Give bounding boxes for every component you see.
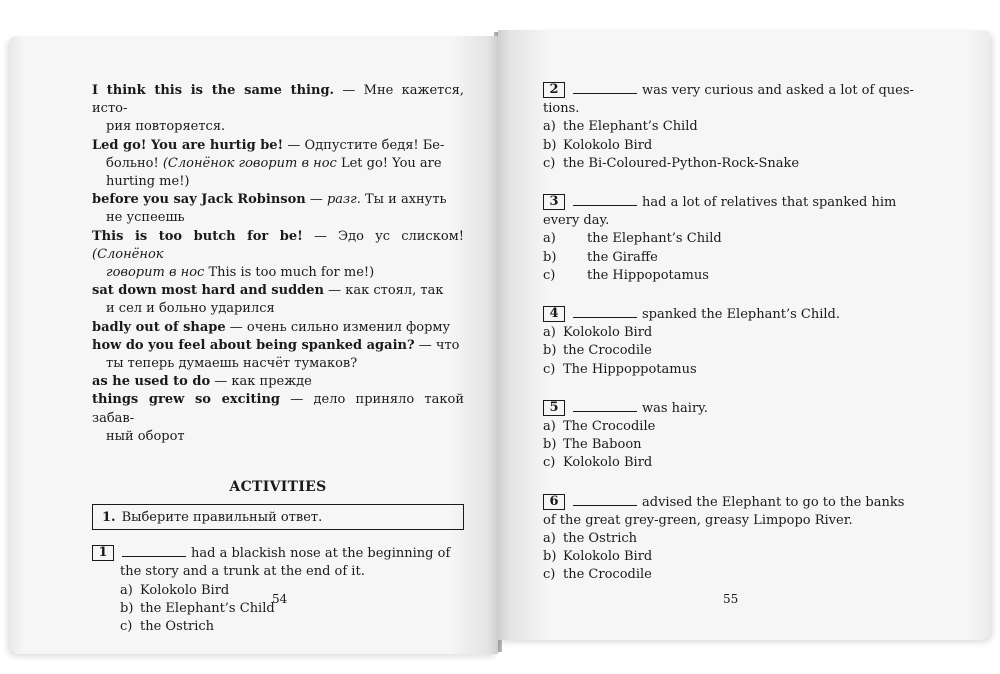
question-number-box: 2 bbox=[543, 82, 565, 98]
glossary-note: говорит в нос bbox=[106, 265, 205, 281]
glossary-entry bbox=[92, 191, 464, 227]
glossary-meaning-continued: ный оборот bbox=[106, 428, 185, 444]
answer-option bbox=[120, 582, 464, 600]
glossary-term: Led go! You are hurtig be! bbox=[92, 137, 284, 153]
option-letter: b) bbox=[120, 600, 134, 616]
question-number-box: 3 bbox=[543, 194, 565, 210]
right-page bbox=[498, 30, 990, 640]
answer-blank bbox=[573, 493, 637, 506]
option-text: Kolokolo Bird bbox=[563, 137, 653, 153]
option-text: the Giraffe bbox=[587, 249, 658, 265]
option-text: The Baboon bbox=[563, 437, 642, 453]
glossary-meaning-continued: рия повторяется. bbox=[106, 119, 226, 135]
exercise-instruction-box bbox=[92, 504, 464, 530]
question-text: had a lot of relatives that spanked him bbox=[642, 195, 897, 211]
glossary-meaning: — очень сильно изменил форму bbox=[225, 319, 451, 335]
glossary-entry bbox=[92, 319, 464, 337]
question-text-continued: every day. bbox=[543, 213, 610, 229]
option-text: the Crocodile bbox=[563, 343, 652, 359]
option-text: the Elephant’s Child bbox=[140, 600, 275, 616]
glossary-meaning-continued: hurting me!) bbox=[106, 174, 190, 190]
option-text: the Ostrich bbox=[140, 619, 215, 635]
answer-option bbox=[543, 324, 917, 342]
glossary-entry bbox=[92, 228, 464, 283]
glossary-meaning: Ты и ахнуть bbox=[360, 192, 447, 208]
answer-option bbox=[543, 267, 917, 285]
question-text: spanked the Elephant’s Child. bbox=[642, 307, 840, 323]
question-4 bbox=[543, 305, 917, 379]
option-text: The Crocodile bbox=[563, 419, 656, 435]
option-letter: c) bbox=[120, 619, 133, 635]
question-text-continued: the story and a trunk at the end of it. bbox=[120, 564, 365, 580]
answer-option bbox=[543, 155, 917, 173]
option-letter: c) bbox=[543, 155, 556, 171]
question-stem bbox=[543, 493, 917, 530]
question-stem bbox=[543, 193, 917, 230]
glossary-entry bbox=[92, 373, 464, 391]
question-3 bbox=[543, 193, 917, 285]
glossary-entry bbox=[92, 337, 464, 373]
question-number-box: 4 bbox=[543, 306, 565, 322]
option-text: The Hippoppotamus bbox=[563, 361, 697, 377]
page-number: 55 bbox=[723, 592, 739, 606]
option-text: the Elephant’s Child bbox=[587, 231, 722, 247]
glossary-meaning: — Эдо ус слиском! bbox=[302, 228, 464, 244]
question-text-continued: of the great grey-green, greasy Limpopo River. bbox=[543, 512, 853, 528]
question-text: advised the Elephant to go to the banks bbox=[642, 494, 905, 510]
glossary-term: I think this is the same thing. bbox=[92, 83, 335, 98]
question-5 bbox=[543, 399, 917, 473]
left-page bbox=[10, 36, 498, 654]
option-letter: b) bbox=[543, 549, 557, 565]
glossary-entry bbox=[92, 137, 464, 192]
glossary-term: as he used to do bbox=[92, 374, 211, 390]
glossary-dash: — bbox=[305, 192, 327, 208]
glossary-meaning: — что bbox=[414, 337, 460, 353]
exercise-number: 1. bbox=[102, 510, 116, 526]
option-text: Kolokolo Bird bbox=[563, 455, 653, 471]
option-letter: a) bbox=[543, 531, 556, 547]
question-6 bbox=[543, 493, 917, 585]
question-stem bbox=[543, 305, 917, 324]
glossary-meaning-continued: ты теперь думаешь насчёт тумаков? bbox=[106, 356, 358, 372]
glossary-term: This is too butch for be! bbox=[92, 228, 303, 244]
glossary-meaning: — дело приняло такой забав- bbox=[92, 392, 464, 426]
glossary-meaning: — Мне кажется, исто- bbox=[92, 83, 464, 117]
option-letter: b) bbox=[543, 437, 557, 453]
option-text: Kolokolo Bird bbox=[563, 549, 653, 565]
question-number-box: 5 bbox=[543, 400, 565, 416]
option-letter: c) bbox=[543, 267, 556, 283]
option-letter: a) bbox=[120, 582, 133, 598]
page-number: 54 bbox=[272, 592, 288, 606]
question-1 bbox=[92, 544, 464, 636]
question-text: was very curious and asked a lot of ques- bbox=[642, 83, 914, 98]
answer-option bbox=[543, 548, 917, 566]
question-text: had a blackish nose at the beginning of bbox=[191, 546, 451, 562]
option-letter: b) bbox=[543, 343, 557, 359]
glossary-meaning-continued bbox=[92, 155, 464, 173]
option-letter: c) bbox=[543, 361, 556, 377]
option-text: the Bi-Coloured-Python-Rock-Snake bbox=[563, 155, 800, 171]
glossary-meaning-continued bbox=[92, 264, 464, 282]
option-letter: c) bbox=[543, 567, 556, 583]
glossary-entry bbox=[92, 82, 464, 137]
answer-option bbox=[543, 342, 917, 360]
option-text: the Crocodile bbox=[563, 567, 652, 583]
glossary-entry bbox=[92, 391, 464, 446]
answer-option bbox=[543, 566, 917, 584]
glossary-meaning-text: больно! bbox=[106, 155, 163, 171]
glossary-meaning-continued: не успеешь bbox=[106, 210, 185, 226]
answer-option bbox=[543, 118, 917, 136]
option-letter: a) bbox=[543, 325, 556, 341]
option-text: the Elephant’s Child bbox=[563, 119, 698, 135]
answer-option bbox=[120, 618, 464, 636]
question-stem bbox=[543, 399, 917, 418]
option-text: the Ostrich bbox=[563, 531, 638, 547]
question-2 bbox=[543, 81, 917, 173]
answer-option bbox=[543, 361, 917, 379]
glossary-meaning-text: This is too much for me!) bbox=[204, 265, 375, 281]
glossary-entry bbox=[92, 282, 464, 318]
glossary-note: (Слонёнок говорит в нос bbox=[162, 155, 337, 171]
question-stem bbox=[92, 544, 464, 581]
option-letter: b) bbox=[543, 249, 557, 265]
answer-blank bbox=[573, 305, 637, 318]
glossary-term: sat down most hard and sudden bbox=[92, 283, 324, 299]
glossary-meaning-text: Let go! You are bbox=[336, 155, 442, 171]
left-page-content bbox=[92, 82, 464, 654]
question-stem bbox=[543, 81, 917, 118]
glossary-note: (Слонёнок bbox=[92, 246, 164, 262]
glossary-meaning-continued: и сел и больно ударился bbox=[106, 301, 275, 317]
option-letter: a) bbox=[543, 419, 556, 435]
answer-option bbox=[543, 230, 917, 248]
glossary-term: how do you feel about being spanked again? bbox=[92, 337, 415, 353]
answer-option bbox=[543, 418, 917, 436]
answer-option bbox=[543, 249, 917, 267]
glossary-meaning: — как стоял, так bbox=[323, 283, 444, 299]
answer-blank bbox=[573, 193, 637, 206]
option-letter: a) bbox=[543, 231, 556, 247]
glossary-note: разг. bbox=[326, 192, 361, 208]
question-text: was hairy. bbox=[642, 400, 708, 416]
glossary-meaning: — Одпустите бедя! Бе- bbox=[283, 137, 445, 153]
answer-option bbox=[543, 137, 917, 155]
answer-option bbox=[543, 530, 917, 548]
glossary-term: before you say Jack Robinson bbox=[92, 192, 306, 208]
option-text: Kolokolo Bird bbox=[140, 582, 230, 598]
glossary-meaning: — как прежде bbox=[210, 374, 312, 390]
answer-blank bbox=[122, 544, 186, 557]
question-number-box: 6 bbox=[543, 494, 565, 510]
right-page-content bbox=[543, 81, 917, 605]
answer-option bbox=[543, 454, 917, 472]
question-text-continued: tions. bbox=[543, 101, 580, 117]
option-text: the Hippopotamus bbox=[587, 267, 709, 283]
option-letter: c) bbox=[543, 455, 556, 471]
option-letter: b) bbox=[543, 137, 557, 153]
answer-blank bbox=[573, 399, 637, 412]
glossary-term: badly out of shape bbox=[92, 319, 226, 335]
option-text: Kolokolo Bird bbox=[563, 325, 653, 341]
glossary-term: things grew so exciting bbox=[92, 392, 280, 408]
question-number-box: 1 bbox=[92, 545, 114, 561]
exercise-instruction-text: Выберите правильный ответ. bbox=[121, 510, 323, 526]
answer-blank bbox=[573, 81, 637, 94]
answer-option bbox=[543, 436, 917, 454]
option-letter: a) bbox=[543, 119, 556, 135]
activities-heading: ACTIVITIES bbox=[229, 479, 327, 496]
answer-option bbox=[120, 600, 464, 618]
